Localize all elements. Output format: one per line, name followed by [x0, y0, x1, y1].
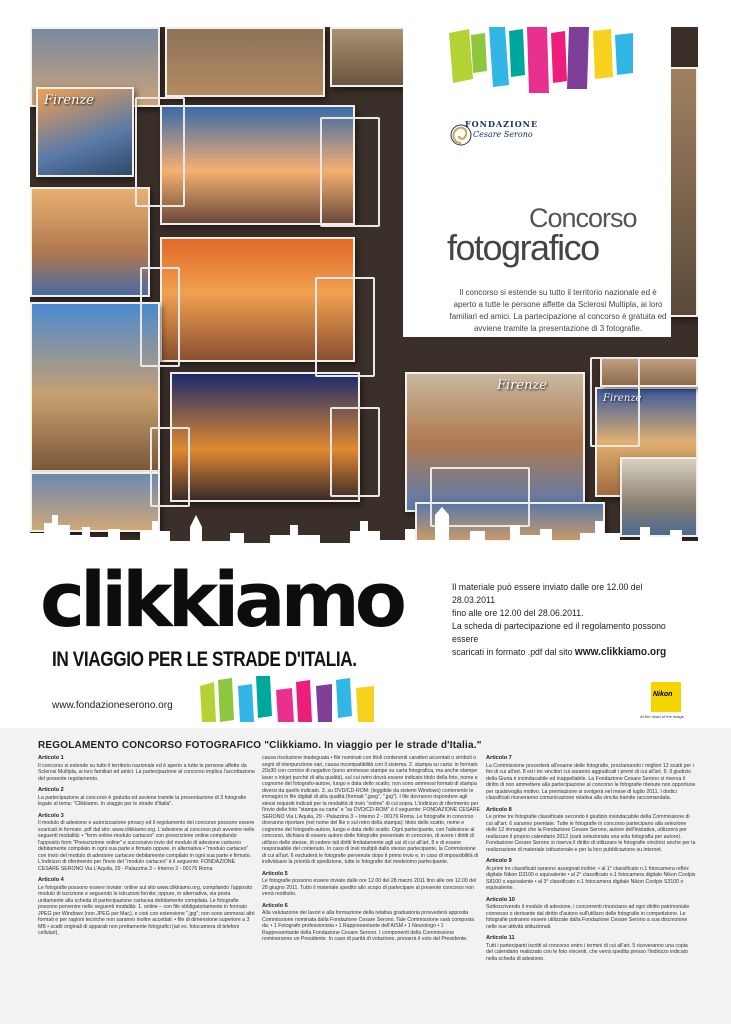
nikon-logo-text: Nikon — [653, 691, 673, 698]
regulation-article — [38, 755, 256, 782]
tagline: IN VIAGGIO PER LE STRADE D'ITALIA. — [52, 648, 357, 671]
dates-download-text: scaricati in formato .pdf dal sito — [452, 647, 573, 658]
article-heading: Articolo 1 — [38, 755, 64, 761]
regulation-article — [38, 787, 256, 808]
article-heading: Articolo 3 — [38, 812, 64, 819]
regulations-column-3 — [486, 755, 696, 967]
title-fotografico: fotografico — [447, 227, 599, 268]
regulation-article — [262, 903, 480, 943]
article-text: Alla valutazione dei lavori e alla formazione della relativa graduatoria provvederà apposita Commissione nominata dalla Fondazione Cesare Serono. Tale Commissione sarà composta da: • 1 Fotografo professionista • 1 Rappresentante dell'AISM • 1 Neurologo • 1 Rappresentante della Fondazione Cesare Serono. I componenti della Commissione nomineranno un Presidente. In caso di parità di votazione, prevarrà il voto del Presidente. — [262, 910, 475, 942]
foundation-website-link[interactable]: www.fondazioneserono.org — [52, 700, 173, 711]
regulation-article — [262, 871, 480, 898]
intro-paragraph: Il concorso si estende su tutto il territorio nazionale ed è aperto a tutte le persone affette da Sclerosi Multipla, ai loro familiari ed amici. La partecipazione al concorso è gratuita ed avviene tramite la presentazione di 3 fotografie. — [449, 288, 667, 333]
regulation-article — [486, 755, 696, 802]
regulation-article — [38, 813, 256, 873]
rack-wire — [135, 97, 185, 207]
article-text: Le fotografie possono essere inviate dalle ore 12.00 del 28 marzo 2011 fino alle ore 12.00 del 28 giugno 2011. Tutto il materiale spedito allo scopo di partecipare al presente concorso non verrà restituito. — [262, 878, 477, 897]
foundation-name: FONDAZIONE — [465, 119, 539, 129]
color-stripes-graphic — [443, 27, 643, 97]
nikon-slogan: At the heart of the image — [640, 714, 684, 719]
rack-wire — [330, 407, 380, 497]
color-stripes-graphic-bottom — [198, 676, 388, 722]
submission-dates-block — [452, 581, 682, 659]
article-heading: Articolo 9 — [486, 858, 512, 864]
postcard-label: Firenze — [44, 93, 95, 108]
regulations-column-2 — [262, 755, 480, 948]
foundation-subname: Cesare Serono — [473, 130, 533, 139]
rack-wire — [315, 277, 375, 377]
article-heading: Articolo 6 — [262, 902, 288, 909]
dates-line: fino alle ore 12.00 del 28.06.2011. — [452, 608, 584, 619]
regulation-article — [486, 858, 696, 892]
article-text: Il concorso si estende su tutto il territorio nazionale ed è aperto a tutte le persone affette da Sclerosi Multipla, ai loro familiari ed amici. La partecipazione al concorso implica l'accettazione del presente regolamento. — [38, 762, 255, 782]
article-text: Sottoscrivendo il modulo di adesione, i concorrenti rinunciano ad ogni diritto patrimoniale connesso o derivante dal diritto d'autore sull'utilizzo delle fotografie in competizione. Le fotografie potranno essere utilizzate dalla Fondazione Cesare Serono a sua discrezione nelle sue attività istituzionali. — [486, 904, 690, 930]
clikkiamo-wordmark: clikkiamo — [40, 555, 402, 644]
article-heading: Articolo 5 — [262, 870, 288, 877]
postcard-label: Firenze — [603, 393, 642, 404]
title-card — [403, 27, 671, 337]
regulation-article — [262, 755, 480, 866]
postcard-label: Firenze — [497, 378, 548, 393]
article-text: La partecipazione al concorso è gratuita ed avviene tramite la presentazione di 3 fotografie legate al tema: "Clikkiamo. In viaggio per le strade d'Italia". — [38, 794, 247, 807]
article-text: Tutti i partecipanti iscritti al concorso entro i termini di cui all'art. 5 riceveranno una copia del calendario realizzato con le foto vincenti, che verrà spedita presso l'indirizzo indicato nella scheda di adesione. — [486, 942, 688, 962]
article-text: Le prime tre fotografie classificate secondo il giudizio insindacabile della Commissione di cui all'art. 6 saranno premiate. Tutte le fotografie in concorso partecipano alla selezione delle 12 immagini che la Fondazione Cesare Serono, autore dell'iniziativa, utilizzerà per realizzare il proprio calendario 2012 (sarà selezionata una sola fotografia per autore). Fondazione Cesare Serono si riserva il diritto di utilizzare le fotografie vincitrici anche per la realizzazione di materiale istituzionale e per la loro pubblicazione su internet. — [486, 814, 696, 853]
city-skyline-silhouette — [30, 485, 698, 555]
regulation-article — [38, 877, 256, 937]
postcard-ponte — [30, 187, 150, 297]
article-heading: Articolo 4 — [38, 877, 64, 883]
article-text: causa risoluzione inadeguata • file nominati con titoli contenenti caratteri accentati o simboli o segni di interpunzione vari, causa incompatibilità con il sistema. 2. stampa su carta: in formato 20x30 con cornice di negativo (sono ammesse stampe su carta fotografica, ma anche stampe laser o inkjet purché di alta qualità), sul cui retro dovrà essere indicato titolo della foto, nome e cognome del fotografo-autore, luogo e data dello scatto; non sono ammessi formati di stampa diversi da quello indicato. 3. su DVD/CD-ROM: (leggibile da sistemi Windows) contenente le immagini in file digitali di alta qualità (formati ".jpeg", ".jpg"). I file dovranno rispondere agli stessi requisiti indicati per la modalità di invio "online" di cui sopra. L'indirizzo di riferimento per l'invio delle foto "stampa su carta" e "su DVD/CD-ROM" è il seguente: FONDAZIONE CESARE SERONO Via L'Aquila, 29 - Palazzina 3 – Interno 2 - 00176 Roma. Le fotografie in concorso dovranno riportare (nel nome del file o sul retro della stampa): titolo dello scatto, nome e cognome del fotografo-autore, luogo e data dello scatto. Ogni partecipante, con l'adesione al concorso, dichiara di essere autore delle fotografie presentate in concorso, di avere i diritti di utilizzo delle stesse, di cedere tali diritti limitatamente agli usi di cui all'art. 8 e di essere responsabile del contenuto. In caso di invii multipli dallo stesso partecipante, la Commissione di cui all'art. 6 escluderà le fotografie pervenute dopo il primo invio e, in caso di impossibilità di individuare la priorità di spedizione, tutte le fotografie del medesimo partecipante. — [262, 755, 480, 865]
article-heading: Articolo 11 — [486, 935, 515, 941]
dates-line: Il materiale può essere inviato dalle ore 12.00 del 28.03.2011 — [452, 582, 643, 606]
nikon-logo — [651, 682, 681, 712]
article-heading: Articolo 10 — [486, 896, 515, 903]
clikkiamo-site-link[interactable]: www.clikkiamo.org — [574, 646, 667, 658]
regulation-article — [486, 807, 696, 854]
article-text: Il modulo di adesione e autorizzazione privacy ed il regolamento del concorso possono essere scaricati in formato .pdf dal sito: www.clikkiamo.org. L'adesione al concorso può avvenire nelle seguenti modalità: • "form online-modulo cartaceo" con prescrizione online compilando l'apposito form "Preiscrizione online" e successivo invio del modulo di adesione cartaceo debitamente compilato in ogni sua parte e firmato oppure, in alternativa • "modulo cartaceo" con invio del modulo di adesione cartaceo debitamente compilato in ogni sua parte e firmato. L'indirizzo di riferimento per l'invio del "modulo cartaceo" è il seguente: FONDAZIONE CESARE SERONO Via L'Aquila, 29 - Palazzina 3 – Interno 2 - 00176 Roma — [38, 820, 255, 872]
postcard — [165, 27, 325, 97]
title-concorso: Concorso — [529, 203, 637, 233]
article-heading: Articolo 7 — [486, 755, 512, 761]
postcard — [330, 27, 410, 87]
dates-line: La scheda di partecipazione ed il regolamento possono essere — [452, 621, 666, 645]
article-text: Ai primi tre classificati saranno assegnati inoltre: • al 1° classificato n.1 fotocamera reflex digitale Nikon D3100 o equivalente • al 2° classificato n.1 fotocamera digitale Nikon Coolpix S8100 o equivalente • al 3° classificato n.1 fotocamera digitale Nikon Coolpix S3100 o equivalente. — [486, 865, 696, 891]
dates-line — [452, 646, 682, 659]
rack-wire — [140, 267, 180, 367]
regulation-article — [486, 897, 696, 931]
regulations-column-1 — [38, 755, 256, 942]
regulations-title: REGOLAMENTO CONCORSO FOTOGRAFICO "Clikkiamo. In viaggio per le strade d'Italia." — [38, 740, 482, 751]
regulation-article — [486, 935, 696, 962]
postcard-firenze — [36, 87, 134, 177]
rack-wire — [320, 117, 380, 227]
article-text: Le fotografie possono essere inviate: online sul sito www.clikkiamo.org, compilando l'apposito modulo di iscrizione e seguendo le istruzioni fornite; oppure, in alternativa, via posta unitamente alla scheda di partecipazione cartacea debitamente compilata. Le fotografie possono pervenire nelle seguenti modalità: 1. online – con file obbligatoriamente in formato JPEG per Windows (non JPEG per Mac), e cioè con estensione ".jpg"; non sono ammessi altri formati e per ragioni tecniche non saranno inoltre accettati: • file di dimensione superiore a 3 MB • scatti originali di apparati non prettamente fotografici (ad es. fotocamera di telefoni cellulari), — [38, 884, 255, 936]
article-heading: Articolo 8 — [486, 806, 512, 813]
article-text: La Commissione procederà all'esame delle fotografie, proclamando i migliori 12 scatti per i fini di cui all'art. 8 ed i tre vincitori cui saranno aggiudicati i premi di cui all'art. 9. Il giudizio della Giuria è insindacabile ed inappellabile. La Fondazione Cesare Serono si riserva il diritto di non ammettere alla partecipazione al concorso le fotografie ritenute non opportune per qualsivoglia motivo. La premiazione si svolgerà nel mese di luglio 2011. I dodici classificati riceveranno comunicazione relativa alla vincita tramite raccomandata. — [486, 762, 696, 801]
article-heading: Articolo 2 — [38, 787, 64, 793]
rack-wire — [590, 357, 640, 447]
